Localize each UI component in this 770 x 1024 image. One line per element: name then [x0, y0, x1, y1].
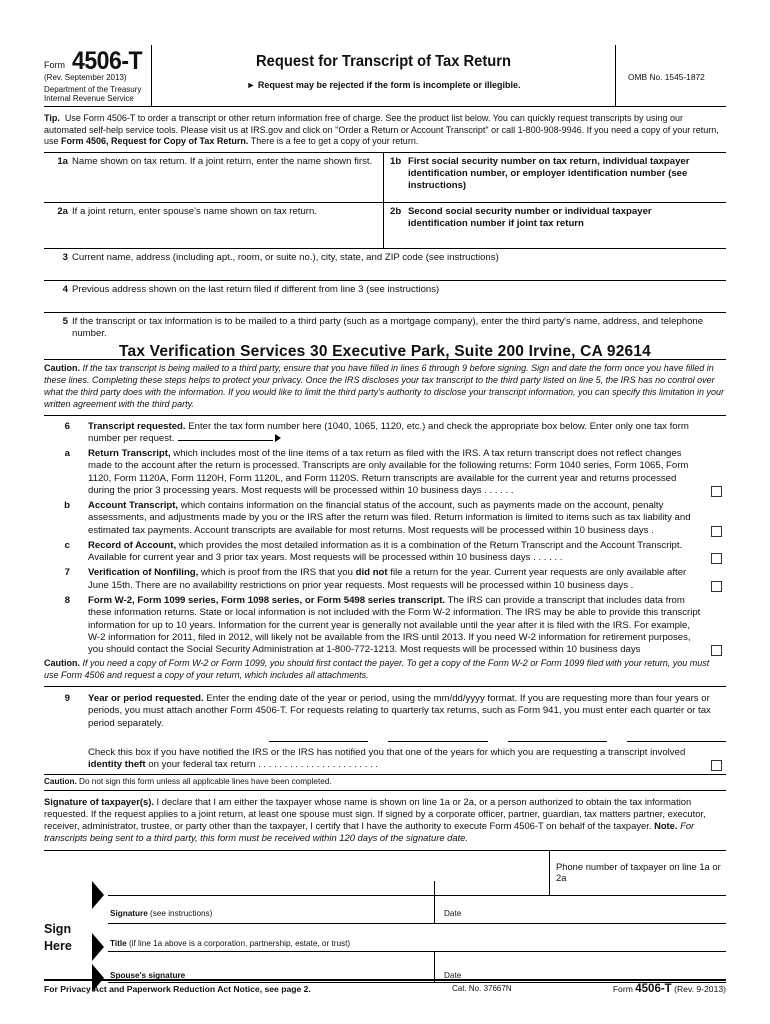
tip-text: Use Form 4506-T to order a transcript or other return information free of charge. See the product list below. You can quickly request transcripts by using our automated self-help service tools. Please visit us at IRS.gov and click on "Order a Return or Account Transcript" or call 1-800-908-9946. If you need a copy of your return, use [44, 113, 719, 147]
item-6a: a Return Transcript, which includes most of the line items of a tax return as filed with the IRS. A tax return transcript does not reflect changes made to the account after the return is processed. Transcripts are only available for the following returns: Form 1040 series, Form 1065, Form 1120, Form 1120A, Form 1120H, Form 1120L, and Form 1120S. Return transcripts are available for the current year and returns processed during the prior 3 processing years. Most requests will be processed within 10 business days . . . . . . [44, 448, 726, 497]
transcript-section [44, 415, 726, 657]
signature-label: Signature of taxpayer(s). [44, 795, 154, 807]
line-2a-label: If a joint return, enter spouse's name shown on tax return. [72, 206, 318, 218]
omb-box [615, 45, 726, 107]
item-8-text: The IRS can provide a transcript that includes data from these information returns. State or local information is not included with the Form W-2 information. The IRS may be able to provide this transcript information for up to 10 years. Information for the current year is generally not available until the year after it is filed with the IRS. For example, W-2 information for 2011, filed in 2012, will likely not be available from the IRS until 2013. If you need W-2 information for retirement purposes, you should contact the Social Security Administration at 1-800-772-1213. Most requests will be processed within 10 business days [88, 595, 701, 656]
period-input-4[interactable] [627, 734, 726, 742]
caution-w2 [44, 658, 726, 682]
tip-bold: Form 4506, Request for Copy of Tax Return. [61, 136, 249, 147]
form-id-box [44, 45, 152, 107]
caution-signing [44, 774, 726, 787]
item-number: 7 [64, 567, 70, 579]
privacy-notice: For Privacy Act and Paperwork Reduction Act Notice, see page 2. [44, 984, 311, 994]
footer-form-id [613, 982, 726, 996]
return-transcript-checkbox[interactable] [711, 486, 722, 497]
revision-date: (Rev. September 2013) [44, 73, 127, 82]
item-6b-title: Account Transcript, [88, 500, 179, 512]
signature-caption [110, 909, 212, 919]
spouse-date-divider [434, 951, 435, 983]
caution-label: Caution. [44, 363, 80, 374]
item-number: 9 [64, 693, 70, 705]
row-line-1 [44, 153, 726, 203]
note-label: Note. [654, 820, 678, 832]
department [44, 85, 141, 103]
line-3-field[interactable] [44, 249, 726, 281]
item-7-emphasis: did not [355, 567, 388, 579]
item-9 [44, 693, 726, 730]
record-of-account-checkbox[interactable] [711, 553, 722, 564]
phone-divider [549, 851, 550, 896]
signature-caption-bold: Signature [110, 908, 148, 918]
item-8-title: Form W-2, Form 1099 series, Form 1098 series, or Form 5498 series transcript. [88, 595, 446, 607]
line-1a-label: Name shown on tax return. If a joint return, enter the name shown first. [72, 156, 373, 168]
signature-declaration [44, 790, 726, 845]
nonfiling-checkbox[interactable] [711, 581, 722, 592]
spouse-date-caption: Date [444, 970, 462, 980]
line-1a-field[interactable] [44, 153, 384, 202]
title-caption-bold: Title [110, 938, 127, 948]
item-letter: a [64, 448, 70, 460]
period-input-3[interactable] [508, 734, 607, 742]
caution-text: If the tax transcript is being mailed to a third party, ensure that you have filled in lines 6 through 9 before signing. Sign and date the form once you have filled in these lines. Completing these steps helps to protect your privacy. Once the IRS discloses your tax transcript to the third party listed on line 5, the IRS has no control over what the third party does with the information. If you would like to limit the third party's authority to disclose your transcript information, you can specify this limitation in your written agreement with the third party. [44, 363, 725, 409]
item-number: 6 [64, 420, 70, 432]
row-line-2 [44, 203, 726, 249]
line-1b-label: First social security number on tax return, individual taxpayer identification number, or employer identification number (see instructions) [408, 156, 690, 192]
item-letter: c [64, 539, 70, 551]
item-6b: b Account Transcript, which contains information on the financial status of the account, such as payments made on the account, penalty assessments, and adjustments made by you or the IRS after the return was filed. Return information is limited to items such as tax liability and estimated tax payments. Account transcripts are available for most returns. Most requests will be processed within 10 business days . [44, 500, 726, 537]
identity-theft-row: Check this box if you have notified the IRS or the IRS has notified you that one of the years for which you are requesting a transcript involved identity theft on your federal tax return . . . . . . . . . . . . . . . . . . . . . . . [44, 747, 726, 772]
signature-arrow-icon [92, 881, 104, 909]
title-field[interactable] [108, 951, 726, 952]
line-number: 1a [57, 156, 68, 168]
form-footer [44, 979, 726, 995]
item-7-text-end: file a return for the year. Current year requests are only available after June 15th. There are no availability restrictions on prior year requests. Most requests will be processed within 10 business days [88, 567, 687, 591]
signature-caption-text: (see instructions) [147, 908, 213, 918]
line-5-field[interactable] [44, 313, 726, 360]
spouse-caption: Spouse's signature [110, 970, 186, 980]
tip-label: Tip. [44, 113, 60, 123]
item-8 [44, 595, 726, 656]
warning-arrow-icon: ► [246, 80, 258, 90]
item-6-title: Transcript requested. [88, 420, 186, 432]
tax-form-number-input[interactable] [178, 440, 273, 441]
title-arrow-icon [92, 933, 104, 961]
title-caption [110, 939, 350, 949]
tip-paragraph [44, 113, 726, 148]
phone-label: Phone number of taxpayer on line 1a or 2a [556, 860, 721, 884]
service-name: Internal Revenue Service [44, 94, 134, 104]
form-warning [152, 80, 615, 91]
caution-label: Caution. [44, 777, 77, 787]
here-word: Here [44, 939, 72, 954]
line-5-label: If the transcript or tax information is to be mailed to a third party (such as a mortgage company), enter the third party's name, address, and telephone number. [72, 316, 704, 340]
item-6c-text: which provides the most detailed information as it is a combination of the Return Transcript and the Account Transcript. Available for current year and 3 prior tax years. Most requests will be processed within 10 business days [88, 539, 683, 564]
line-number: 2a [57, 206, 68, 218]
identity-text-end: on your federal tax return [145, 759, 256, 771]
item-6 [44, 421, 726, 446]
footer-form-label: Form [612, 984, 633, 994]
item-7-text: which is proof from the IRS that you [198, 567, 356, 579]
caution-text: If you need a copy of Form W-2 or Form 1099, you should first contact the payer. To get a copy of the Form W-2 or Form 1099 filed with your return, you must use Form 4506 and request a copy of your return, which includes all attachments. [44, 658, 710, 681]
note-text: For transcripts being sent to a third party, this form must be received within 120 days of the signature date. [44, 820, 695, 844]
footer-revision: (Rev. 9-2013) [674, 984, 726, 994]
caution-third-party [44, 363, 726, 411]
identity-text: Check this box if you have notified the IRS or the IRS has notified you that one of the years for which you are requesting a transcript involved [88, 746, 686, 758]
date-divider [434, 881, 435, 923]
form-label: Form [44, 60, 65, 70]
signature-text: I declare that I am either the taxpayer whose name is shown on line 1a or 2a, or a person authorized to obtain the tax information requested. If the request applies to a joint return, at least one spouse must sign. If signed by a corporate officer, partner, guardian, tax matters partner, executor, receiver, administrator, trustee, or party other than the taxpayer, I certify that I have the authority to execute Form 4506-T on behalf of the taxpayer. [44, 795, 706, 832]
line-1b-field[interactable] [384, 153, 726, 202]
identity-bold: identity theft [88, 759, 146, 771]
signature-field[interactable] [108, 895, 726, 896]
line-4-label: Previous address shown on the last return filed if different from line 3 (see instructions) [72, 284, 440, 296]
third-party-value: Tax Verification Services 30 Executive Park, Suite 200 Irvine, CA 92614 [118, 343, 652, 361]
item-7-title: Verification of Nonfiling, [88, 567, 199, 579]
line-3-label: Current name, address (including apt., room, or suite no.), city, state, and ZIP code (see instructions) [72, 252, 499, 264]
line-number: 4 [62, 284, 68, 296]
catalog-number: Cat. No. 37667N [452, 984, 512, 993]
title-caption-text: (if line 1a above is a corporation, partnership, estate, or trust) [126, 938, 351, 948]
sign-word: Sign [44, 921, 72, 936]
item-6c: c Record of Account, which provides the most detailed information as it is a combination of the Return Transcript and the Account Transcript. Available for current year and 3 prior tax years. Most requests will be processed within 10 business days . . . . . . [44, 540, 726, 565]
line-2a-field[interactable] [44, 203, 384, 248]
period-input-2[interactable] [388, 734, 487, 742]
caution-text: Do not sign this form unless all applicable lines have been completed. [79, 777, 332, 787]
line-number: 3 [62, 252, 68, 264]
line-number: 1b [390, 156, 402, 168]
item-number: 8 [64, 595, 70, 607]
tip-text-end: There is a fee to get a copy of your return. [248, 136, 419, 147]
period-input-1[interactable] [269, 734, 368, 742]
item-6c-title: Record of Account, [88, 539, 177, 551]
footer-form-number: 4506-T [635, 983, 672, 995]
omb-number: OMB No. 1545-1872 [628, 72, 705, 82]
sign-here-label [44, 921, 72, 956]
line-number: 5 [62, 316, 68, 328]
arrow-icon [275, 434, 281, 442]
item-9-title: Year or period requested. [88, 693, 204, 705]
caution-label: Caution. [44, 658, 80, 669]
date-field[interactable] [108, 923, 726, 924]
form-page [44, 45, 726, 995]
w2-transcript-checkbox[interactable] [711, 645, 722, 656]
form-title: Request for Transcript of Tax Return [256, 53, 511, 70]
taxpayer-info-grid [44, 152, 726, 360]
warning-text: Request may be rejected if the form is incomplete or illegible. [257, 80, 521, 90]
item-6a-title: Return Transcript, [88, 448, 171, 460]
identity-theft-checkbox[interactable] [711, 760, 722, 771]
item-7: 7 Verification of Nonfiling, which is proof from the IRS that you did not file a return for the year. Current year requests are only available after June 15th. There are no availability restrictions on prior year requests. Most requests will be processed within 10 business days . [44, 567, 726, 592]
date-caption: Date [444, 908, 462, 918]
period-section [44, 686, 726, 771]
item-letter: b [64, 500, 70, 512]
line-2b-field[interactable] [384, 203, 726, 248]
line-4-field[interactable] [44, 281, 726, 313]
account-transcript-checkbox[interactable] [711, 526, 722, 537]
form-number: 4506-T [72, 47, 143, 75]
sign-here-block [44, 850, 726, 995]
item-6a-text: which includes most of the line items of a tax return as filed with the IRS. A tax return transcript does not reflect changes made to the account after the return is processed. Transcripts are only available for the following returns: Form 1040 series, Form 1065, Form 1120, Form 1120A, Form 1120H, Form 1120L, and Form 1120S. Return transcripts are available for the current year and returns processed during the prior 3 processing years. Most requests will be processed within 10 business days [88, 448, 689, 496]
title-box [152, 45, 615, 107]
item-9-text: Enter the ending date of the year or period, using the mm/dd/yyyy format. If you are requesting more than four years or periods, you must attach another Form 4506-T. For requests relating to quarterly tax returns, such as Form 941, you must enter each quarter or tax period separately. [88, 693, 711, 729]
period-inputs [269, 734, 726, 742]
form-header [44, 45, 726, 107]
department-name: Department of the Treasury [44, 85, 142, 94]
item-6b-text: which contains information on the financial status of the account, such as payments made on the account, penalty assessments, and adjustments made by you or the IRS after the return was filed. Return information is limited to items such as tax liability and estimated tax payments. Account transcripts are available for most returns. Most requests will be processed within 10 business days [88, 500, 691, 536]
item-6-text: Enter the tax form number here (1040, 1065, 1120, etc.) and check the appropriate box below. Enter only one tax form number per request. [88, 420, 689, 444]
line-2b-label: Second social security number or individual taxpayer identification number if joint tax return [408, 206, 652, 230]
line-number: 2b [390, 206, 402, 218]
